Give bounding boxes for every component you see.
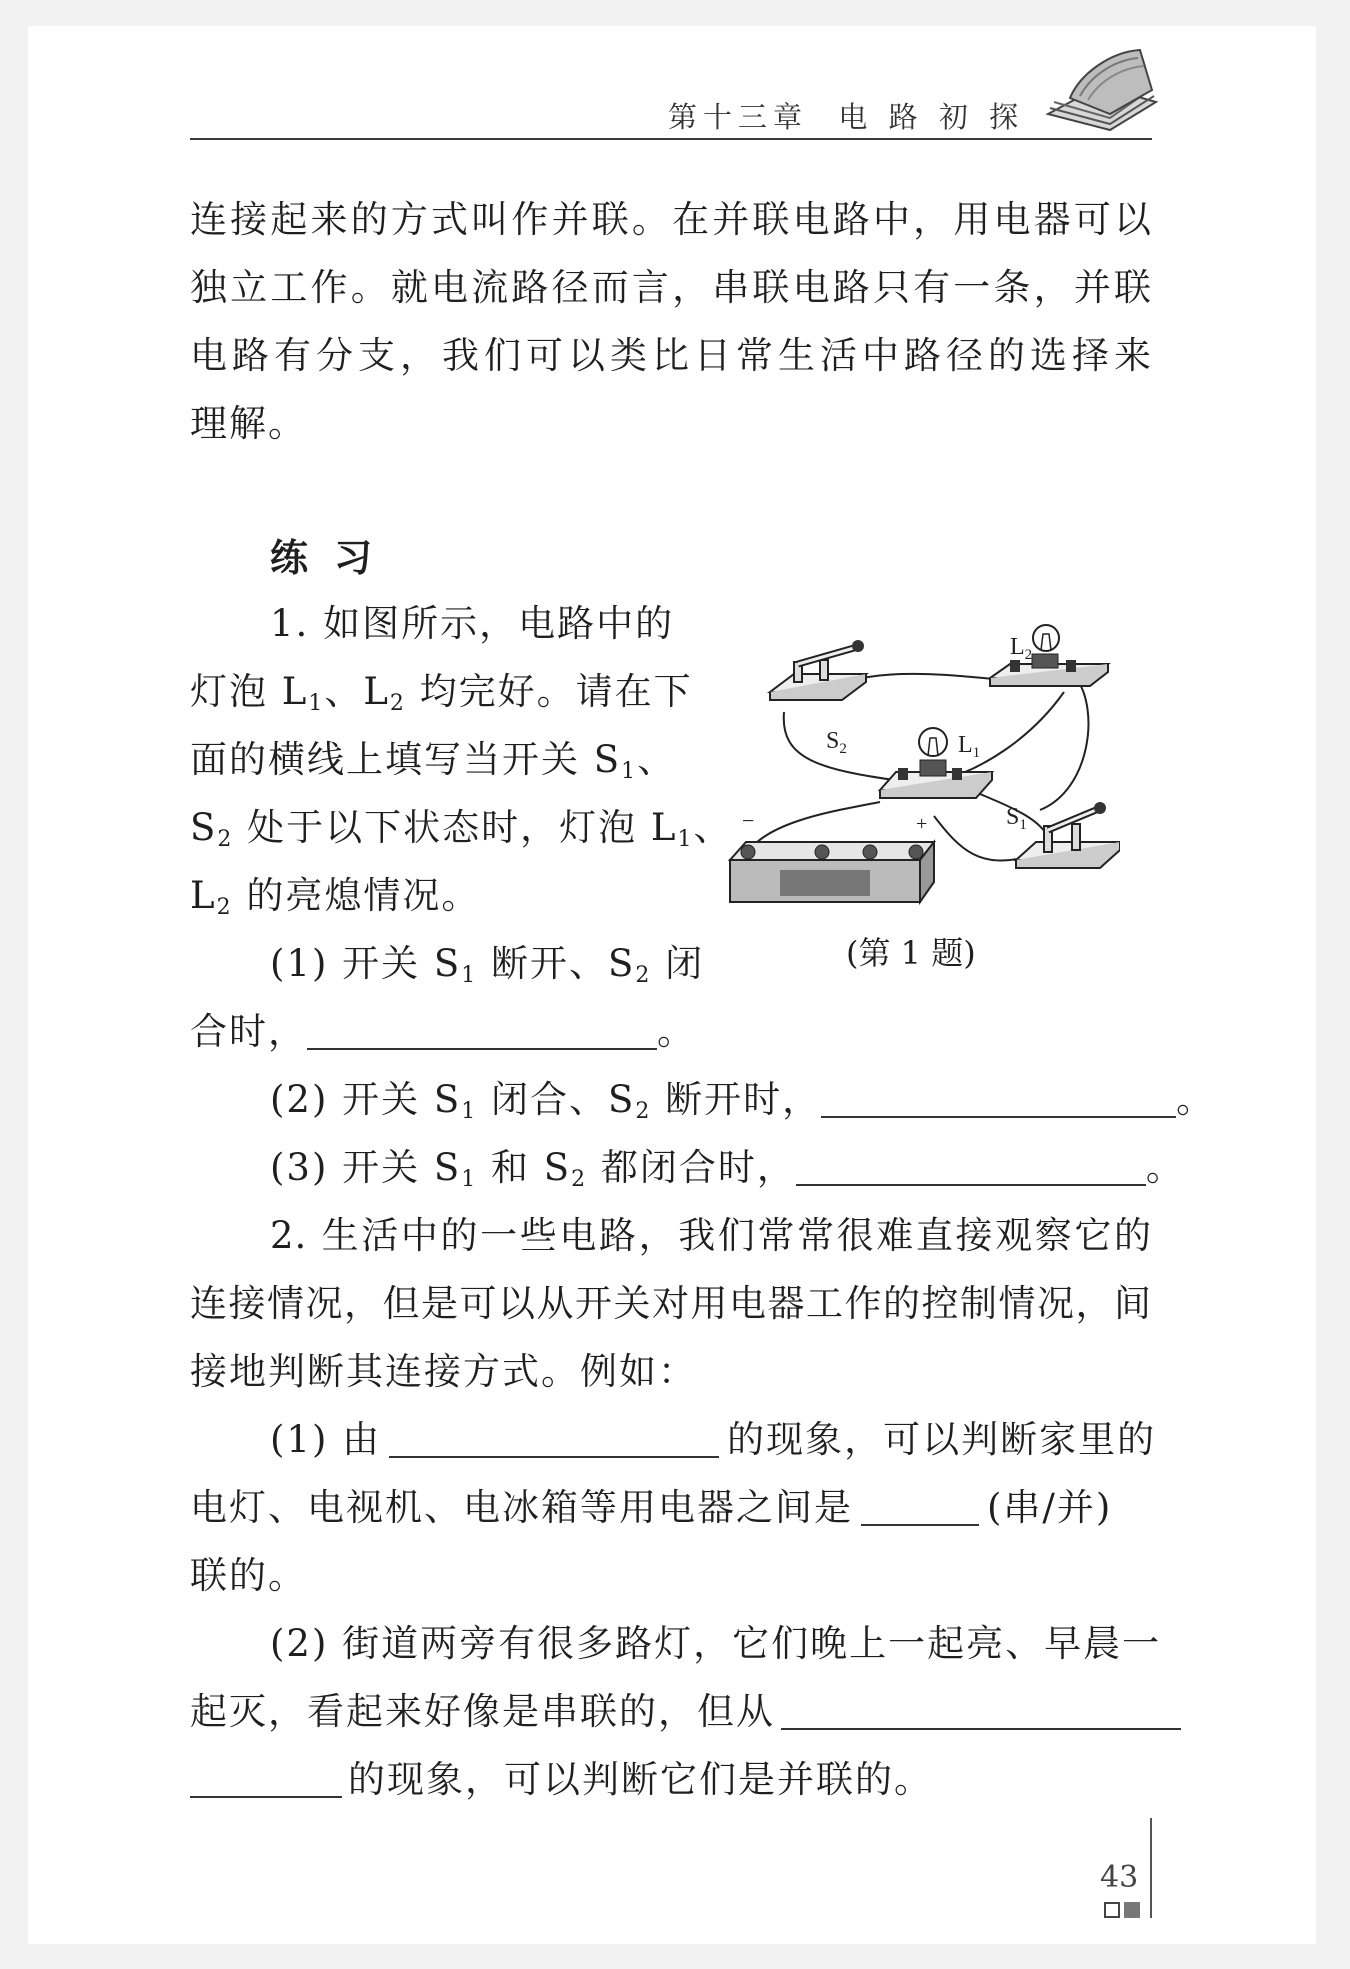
footer-bar bbox=[1150, 1818, 1152, 1918]
q1-line-2: 灯泡 $L_1$、$L_2$ 均完好。请在下 bbox=[190, 670, 693, 716]
book-icon bbox=[1040, 44, 1160, 132]
q2-part-1-end: 联的。 bbox=[190, 1554, 307, 1597]
answer-blank-q1-1[interactable] bbox=[307, 1014, 657, 1050]
q1-line-4: $S_2$ 处于以下状态时，灯泡 $L_1$、 bbox=[190, 806, 733, 852]
q1-part-1: (1) 开关 $S_1$ 断开、$S_2$ 闭 bbox=[270, 942, 705, 988]
lamp-l2-icon bbox=[990, 625, 1108, 686]
q2-part-2: (2) 街道两旁有很多路灯，它们晚上一起亮、早晨一 bbox=[270, 1622, 1162, 1665]
q1-part-3: (3) 开关 $S_1$ 和 $S_2$ 都闭合时， 。 bbox=[270, 1146, 1185, 1192]
q2-part-1: (1) 由 的现象，可以判断家里的 bbox=[270, 1418, 1157, 1461]
answer-blank-q2-1b[interactable] bbox=[861, 1490, 979, 1526]
lamp-l1-icon bbox=[880, 728, 992, 798]
chapter-title: 第十三章 电 路 初 探 bbox=[668, 100, 1025, 134]
header-rule bbox=[190, 138, 1152, 140]
answer-blank-q2-2b[interactable] bbox=[190, 1762, 342, 1798]
figure-caption: (第 1 题) bbox=[846, 934, 976, 972]
q1-line-5: $L_2$ 的亮熄情况。 bbox=[190, 874, 481, 920]
intro-line-2: 独立工作。就电流路径而言，串联电路只有一条，并联 bbox=[190, 266, 1152, 309]
q1-line-1: 1. 如图所示，电路中的 bbox=[270, 602, 675, 645]
q1-part-2: (2) 开关 $S_1$ 闭合、$S_2$ 断开时， 。 bbox=[270, 1078, 1216, 1124]
page-mark-square-icon bbox=[1104, 1902, 1120, 1918]
answer-blank-q1-3[interactable] bbox=[796, 1150, 1146, 1186]
intro-line-3: 电路有分支，我们可以类比日常生活中路径的选择来 bbox=[190, 334, 1152, 377]
switch-s1-icon bbox=[1016, 802, 1120, 868]
q2-part-2-cont: 起灭，看起来好像是串联的，但从 bbox=[190, 1690, 1181, 1734]
page-number: 43 bbox=[1100, 1860, 1139, 1895]
label-s1: $S_1$ bbox=[1006, 804, 1027, 833]
exercise-heading: 练习 bbox=[270, 535, 399, 580]
label-minus: − bbox=[742, 808, 755, 833]
label-s2: $S_2$ bbox=[826, 728, 847, 757]
q2-part-2-end: 的现象，可以判断它们是并联的。 bbox=[190, 1758, 933, 1802]
label-plus: + bbox=[916, 813, 928, 835]
q1-part-1-cont: 合时， 。 bbox=[190, 1010, 696, 1053]
answer-blank-q1-2[interactable] bbox=[821, 1082, 1176, 1118]
switch-s2-icon bbox=[770, 640, 866, 700]
q2-part-1-cont: 电灯、电视机、电冰箱等用电器之间是 (串/并) bbox=[190, 1486, 1113, 1529]
page-mark-filled-square-icon bbox=[1124, 1902, 1140, 1918]
q2-line-1: 2. 生活中的一些电路，我们常常很难直接观察它的 bbox=[270, 1214, 1152, 1257]
circuit-figure bbox=[720, 620, 1120, 910]
intro-line-4: 理解。 bbox=[190, 402, 307, 445]
answer-blank-q2-1a[interactable] bbox=[389, 1422, 719, 1458]
intro-line-1: 连接起来的方式叫作并联。在并联电路中，用电器可以 bbox=[190, 198, 1152, 241]
answer-blank-q2-2a[interactable] bbox=[781, 1694, 1181, 1730]
q1-line-3: 面的横线上填写当开关 $S_1$、 bbox=[190, 738, 677, 784]
battery-icon bbox=[730, 842, 934, 902]
q2-line-3: 接地判断其连接方式。例如： bbox=[190, 1350, 697, 1393]
q2-line-2: 连接情况，但是可以从开关对用电器工作的控制情况，间 bbox=[190, 1282, 1152, 1325]
label-l1: $L_1$ bbox=[958, 732, 981, 761]
label-l2: $L_2$ bbox=[1010, 634, 1033, 663]
